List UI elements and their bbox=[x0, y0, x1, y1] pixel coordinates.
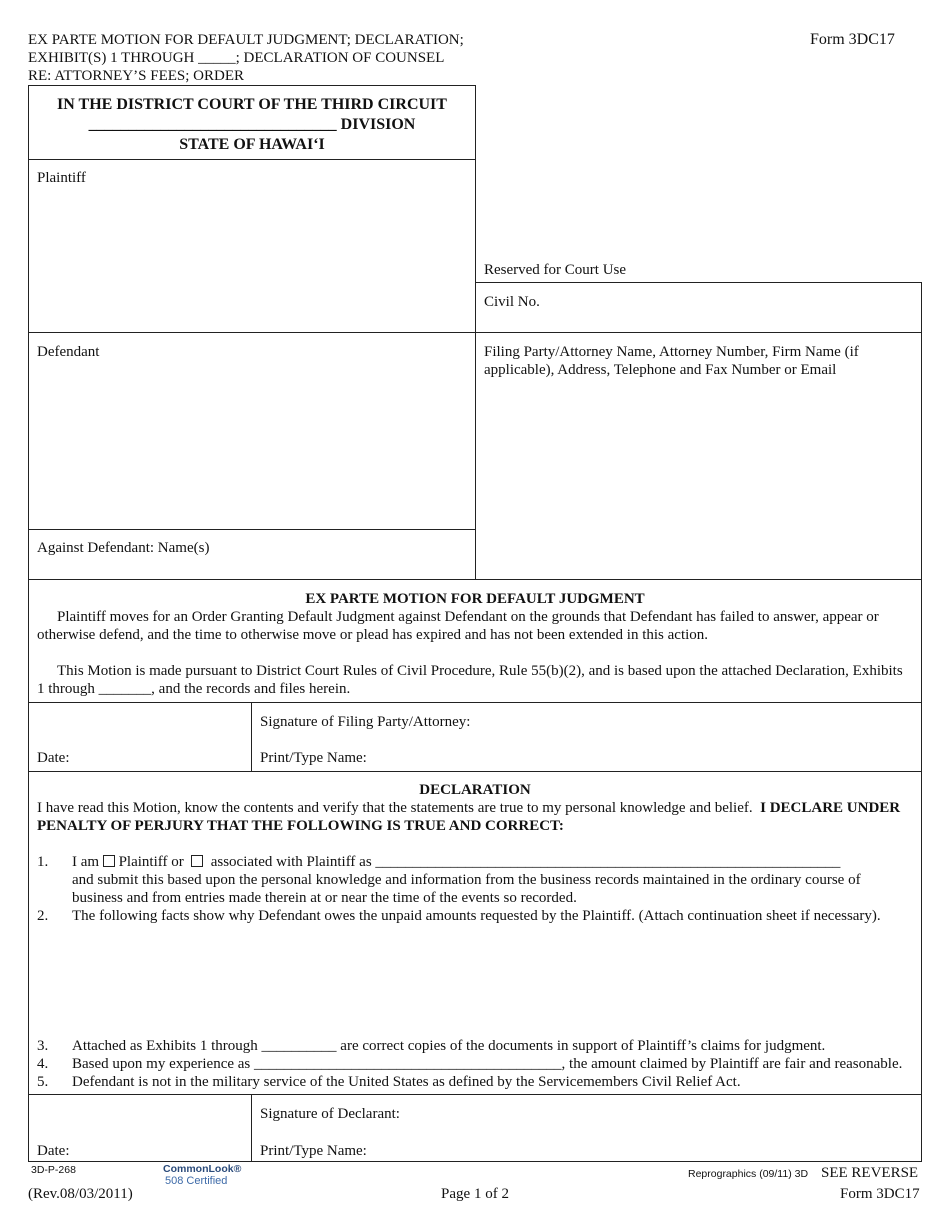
item-5-text: Defendant is not in the military service of the United States as defined by the Servicemembers Civil Relief Act. bbox=[72, 1074, 741, 1090]
civil-no-top bbox=[475, 282, 922, 283]
plaintiff-checkbox[interactable] bbox=[103, 855, 115, 867]
motion-print-name-label: Print/Type Name: bbox=[260, 750, 367, 766]
document-title-line-2: EXHIBIT(S) 1 THROUGH _____; DECLARATION OF COUNSEL bbox=[28, 50, 445, 66]
court-box-top bbox=[28, 85, 476, 86]
item-4-text: Based upon my experience as _________________________________________, the amount claimed by Plaintiff are fair and reasonable. bbox=[72, 1056, 903, 1072]
commonlook-logo: CommonLook® bbox=[163, 1163, 242, 1175]
motion-section-top bbox=[28, 579, 922, 580]
revision-date: (Rev.08/03/2011) bbox=[28, 1186, 133, 1202]
declaration-date-label: Date: bbox=[37, 1143, 70, 1159]
document-title-line-1: EX PARTE MOTION FOR DEFAULT JUDGMENT; DECLARATION; bbox=[28, 32, 464, 48]
declaration-item-5 bbox=[37, 1073, 913, 1091]
declaration-signature-bottom bbox=[28, 1161, 922, 1162]
item-1-option-associated: associated with Plaintiff as ______________________________________________________________ bbox=[210, 854, 841, 870]
form-number-bottom: Form 3DC17 bbox=[840, 1186, 920, 1202]
motion-paragraph-2: This Motion is made pursuant to District Court Rules of Civil Procedure, Rule 55(b)(2), and is based upon the attached Declaration, Exhibits 1 through _______, and the records and files herein. bbox=[37, 663, 903, 697]
item-number: 2. bbox=[37, 908, 49, 924]
declaration-items-lower bbox=[37, 1037, 913, 1091]
reprographics-label: Reprographics (09/11) 3D bbox=[688, 1168, 809, 1180]
item-3-text: Attached as Exhibits 1 through __________ are correct copies of the documents in support of Plaintiff’s claims for judgment. bbox=[72, 1038, 826, 1054]
plaintiff-label: Plaintiff bbox=[37, 170, 86, 186]
caption-left-border bbox=[28, 85, 29, 1162]
court-state: STATE OF HAWAI‘I bbox=[179, 136, 325, 153]
court-name: IN THE DISTRICT COURT OF THE THIRD CIRCUIT bbox=[57, 96, 447, 113]
declarant-print-name-label: Print/Type Name: bbox=[260, 1143, 367, 1159]
motion-heading: EX PARTE MOTION FOR DEFAULT JUDGMENT bbox=[305, 591, 645, 607]
civil-no-label: Civil No. bbox=[484, 294, 540, 310]
court-division: _______________________________ DIVISION bbox=[88, 116, 416, 133]
defendant-label: Defendant bbox=[37, 344, 100, 360]
form-number-top: Form 3DC17 bbox=[810, 31, 895, 48]
associated-checkbox[interactable] bbox=[191, 855, 203, 867]
item-1-option-plaintiff: Plaintiff or bbox=[118, 854, 184, 870]
declarant-signature-label: Signature of Declarant: bbox=[260, 1106, 400, 1122]
page-number: Page 1 of 2 bbox=[441, 1186, 509, 1202]
item-number: 5. bbox=[37, 1074, 49, 1090]
declaration-signature-divider bbox=[251, 1094, 252, 1162]
see-reverse-label: SEE REVERSE bbox=[821, 1165, 919, 1181]
court-box-bottom bbox=[28, 159, 476, 160]
declaration-signature-top bbox=[28, 1094, 922, 1095]
motion-signature-bottom bbox=[28, 771, 922, 772]
plaintiff-defendant-divider bbox=[28, 332, 922, 333]
508-certified-badge: 508 Certified bbox=[165, 1175, 228, 1187]
declaration-items bbox=[37, 853, 913, 925]
motion-signature-divider bbox=[251, 702, 252, 771]
declaration-item-2 bbox=[37, 907, 913, 925]
declaration-item-1 bbox=[37, 853, 913, 907]
reserved-court-use-label: Reserved for Court Use bbox=[484, 262, 627, 278]
motion-paragraph-1: Plaintiff moves for an Order Granting Default Judgment against Defendant on the grounds that Defendant has failed to answer, appear or otherwise defend, and the time to otherwise move or plead has expired and has not been extended in this action. bbox=[37, 609, 879, 643]
document-title-line-3: RE: ATTORNEY’S FEES; ORDER bbox=[28, 68, 244, 84]
motion-signature-label: Signature of Filing Party/Attorney: bbox=[260, 714, 471, 730]
item-number: 4. bbox=[37, 1056, 49, 1072]
item-2-text: The following facts show why Defendant owes the unpaid amounts requested by the Plaintiff. (Attach continuation sheet if necessary). bbox=[72, 908, 881, 924]
form-code: 3D-P-268 bbox=[31, 1164, 76, 1176]
declaration-intro-text: I have read this Motion, know the contents and verify that the statements are true to my personal knowledge and belief. bbox=[37, 800, 753, 816]
item-number: 3. bbox=[37, 1038, 49, 1054]
item-1-rest: and submit this based upon the personal knowledge and information from the business records maintained in the ordinary course of business and from entries made therein at or near the time of the events so recorded. bbox=[72, 872, 861, 906]
declaration-intro bbox=[37, 799, 913, 835]
declaration-heading: DECLARATION bbox=[419, 782, 531, 798]
declaration-perjury-statement: I DECLARE UNDER PENALTY OF PERJURY THAT THE FOLLOWING IS TRUE AND CORRECT: bbox=[37, 800, 901, 834]
item-1-prefix: I am bbox=[72, 854, 100, 870]
motion-date-label: Date: bbox=[37, 750, 70, 766]
motion-signature-top bbox=[28, 702, 922, 703]
item-number: 1. bbox=[37, 854, 49, 870]
against-defendant-top bbox=[28, 529, 476, 530]
declaration-item-4 bbox=[37, 1055, 913, 1073]
filing-party-label: Filing Party/Attorney Name, Attorney Number, Firm Name (if applicable), Address, Telephone and Fax Number or Email bbox=[484, 344, 859, 378]
against-defendant-label: Against Defendant: Name(s) bbox=[37, 540, 210, 556]
declaration-item-3 bbox=[37, 1037, 913, 1055]
right-border bbox=[921, 282, 922, 1162]
